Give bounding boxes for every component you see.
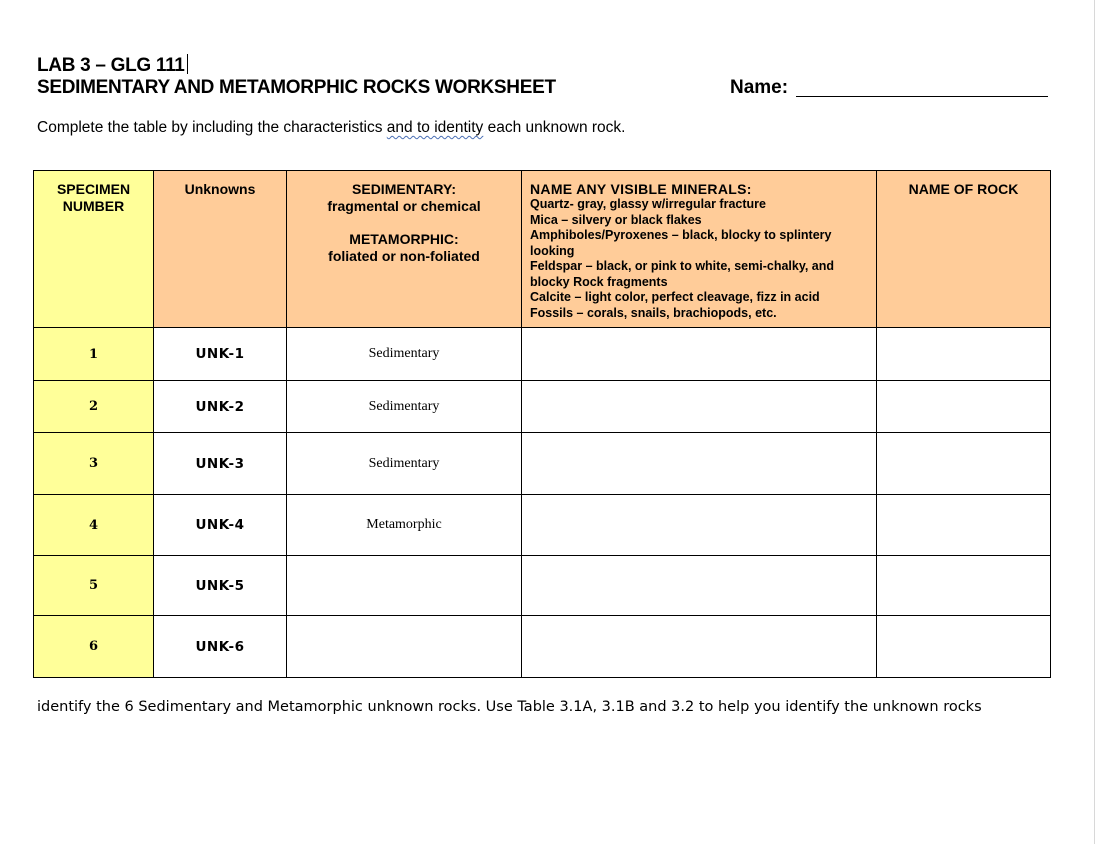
name-input-line[interactable] xyxy=(796,96,1048,97)
unknown-cell: UNK-1 xyxy=(154,328,287,381)
lab-title[interactable]: LAB 3 – GLG 111 xyxy=(37,54,188,77)
header-rock-type: SEDIMENTARY: fragmental or chemical METAMORPHIC: foliated or non-foliated xyxy=(287,171,522,328)
worksheet-table xyxy=(33,170,1051,678)
rock-type-cell[interactable] xyxy=(287,556,522,616)
header-rock-name: NAME OF ROCK xyxy=(877,171,1051,328)
rock-name-cell[interactable] xyxy=(877,328,1051,381)
instructions-text[interactable]: Complete the table by including the characteristics and to identity each unknown rock. xyxy=(37,119,626,136)
rock-name-cell[interactable] xyxy=(877,381,1051,433)
worksheet-title[interactable]: SEDIMENTARY AND METAMORPHIC ROCKS WORKSHEET xyxy=(37,77,556,98)
unknown-cell: UNK-4 xyxy=(154,495,287,556)
rock-name-cell[interactable] xyxy=(877,556,1051,616)
rock-name-cell[interactable] xyxy=(877,616,1051,678)
minerals-cell[interactable] xyxy=(522,495,877,556)
header-unknowns: Unknowns xyxy=(154,171,287,328)
table-row xyxy=(34,616,1051,678)
rock-type-cell[interactable]: Sedimentary xyxy=(287,328,522,381)
unknown-cell: UNK-3 xyxy=(154,433,287,495)
footer-instructions[interactable]: identify the 6 Sedimentary and Metamorphic unknown rocks. Use Table 3.1A, 3.1B and 3.2 to help you identify the unknown rocks xyxy=(37,699,982,715)
unknown-cell: UNK-5 xyxy=(154,556,287,616)
minerals-cell[interactable] xyxy=(522,433,877,495)
table-header-row xyxy=(34,171,1051,328)
unknown-cell: UNK-6 xyxy=(154,616,287,678)
rock-name-cell[interactable] xyxy=(877,495,1051,556)
header-specimen-number: SPECIMEN NUMBER xyxy=(34,171,154,328)
grammar-flagged-text[interactable]: and to identity xyxy=(386,119,484,136)
specimen-number-cell: 6 xyxy=(34,616,154,678)
table-row xyxy=(34,556,1051,616)
specimen-number-cell: 3 xyxy=(34,433,154,495)
table-row xyxy=(34,495,1051,556)
page-edge-divider xyxy=(1094,0,1095,844)
unknown-cell: UNK-2 xyxy=(154,381,287,433)
specimen-number-cell: 1 xyxy=(34,328,154,381)
specimen-number-cell: 4 xyxy=(34,495,154,556)
table-row xyxy=(34,433,1051,495)
rock-type-cell[interactable]: Metamorphic xyxy=(287,495,522,556)
text-cursor xyxy=(187,54,188,74)
minerals-cell[interactable] xyxy=(522,328,877,381)
rock-name-cell[interactable] xyxy=(877,433,1051,495)
specimen-number-cell: 5 xyxy=(34,556,154,616)
specimen-number-cell: 2 xyxy=(34,381,154,433)
name-label: Name: xyxy=(730,77,789,98)
rock-type-cell[interactable]: Sedimentary xyxy=(287,381,522,433)
minerals-cell[interactable] xyxy=(522,616,877,678)
rock-type-cell[interactable] xyxy=(287,616,522,678)
minerals-cell[interactable] xyxy=(522,556,877,616)
header-visible-minerals: NAME ANY VISIBLE MINERALS: Quartz- gray, glassy w/irregular fracture Mica – silvery or black flakes Amphiboles/Pyroxenes – black, blocky to splintery looking Feldspar – black, or pink to white, semi-chalky, and blocky Rock fragments Calcite – light color, perfect cleavage, fizz in acid Fossils – corals, snails, brachiopods, etc. xyxy=(522,171,877,328)
minerals-cell[interactable] xyxy=(522,381,877,433)
table-row xyxy=(34,381,1051,433)
rock-type-cell[interactable]: Sedimentary xyxy=(287,433,522,495)
table-row xyxy=(34,328,1051,381)
